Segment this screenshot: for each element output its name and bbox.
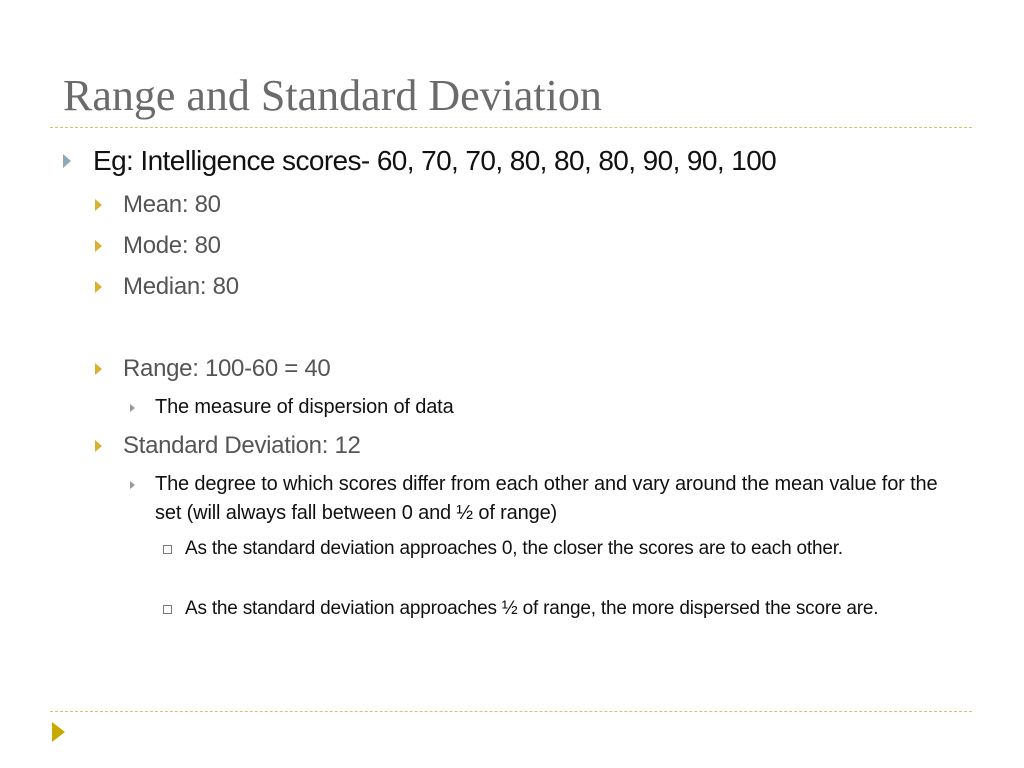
triangle-right-icon xyxy=(95,199,102,211)
bullet-std-dev-approaches-half-range xyxy=(185,595,965,622)
triangle-right-icon xyxy=(95,440,102,452)
small-triangle-right-icon xyxy=(130,404,135,412)
bullet-standard-deviation-description-text: The degree to which scores differ from each other and vary around the mean value for the set (will always fall between 0 and ½ of range) xyxy=(155,473,938,524)
bullet-mean-text: Mean: 80 xyxy=(123,191,221,218)
bullet-example-text: Eg: Intelligence scores- 60, 70, 70, 80, 80, 80, 90, 90, 100 xyxy=(93,145,777,176)
bullet-mode-text: Mode: 80 xyxy=(123,232,221,259)
bullet-std-dev-approaches-half-range-text: As the standard deviation approaches ½ of range, the more dispersed the score are. xyxy=(185,598,879,619)
bullet-std-dev-approaches-zero xyxy=(185,535,965,562)
triangle-right-icon xyxy=(63,154,71,168)
triangle-right-icon xyxy=(95,240,102,252)
hollow-square-icon xyxy=(163,545,172,554)
bullet-example-scores xyxy=(93,144,973,178)
small-triangle-right-icon xyxy=(130,481,135,489)
bullet-range-description xyxy=(155,393,955,422)
triangle-right-icon xyxy=(95,363,102,375)
slide-title: Range and Standard Deviation xyxy=(63,71,602,120)
bullet-mean xyxy=(123,190,963,220)
bullet-standard-deviation-text: Standard Deviation: 12 xyxy=(123,432,361,459)
bullet-median-text: Median: 80 xyxy=(123,273,239,300)
bullet-range-text: Range: 100-60 = 40 xyxy=(123,355,331,382)
bullet-range-description-text: The measure of dispersion of data xyxy=(155,396,454,418)
title-divider xyxy=(50,127,972,128)
play-arrow-icon[interactable] xyxy=(52,722,65,742)
bullet-range xyxy=(123,354,963,384)
bullet-median xyxy=(123,272,963,302)
hollow-square-icon xyxy=(163,605,172,614)
bullet-mode xyxy=(123,231,963,261)
bullet-std-dev-approaches-zero-text: As the standard deviation approaches 0, the closer the scores are to each other. xyxy=(185,538,843,559)
bullet-standard-deviation xyxy=(123,431,963,461)
triangle-right-icon xyxy=(95,281,102,293)
footer-divider xyxy=(50,711,972,712)
bullet-standard-deviation-description xyxy=(155,470,955,528)
